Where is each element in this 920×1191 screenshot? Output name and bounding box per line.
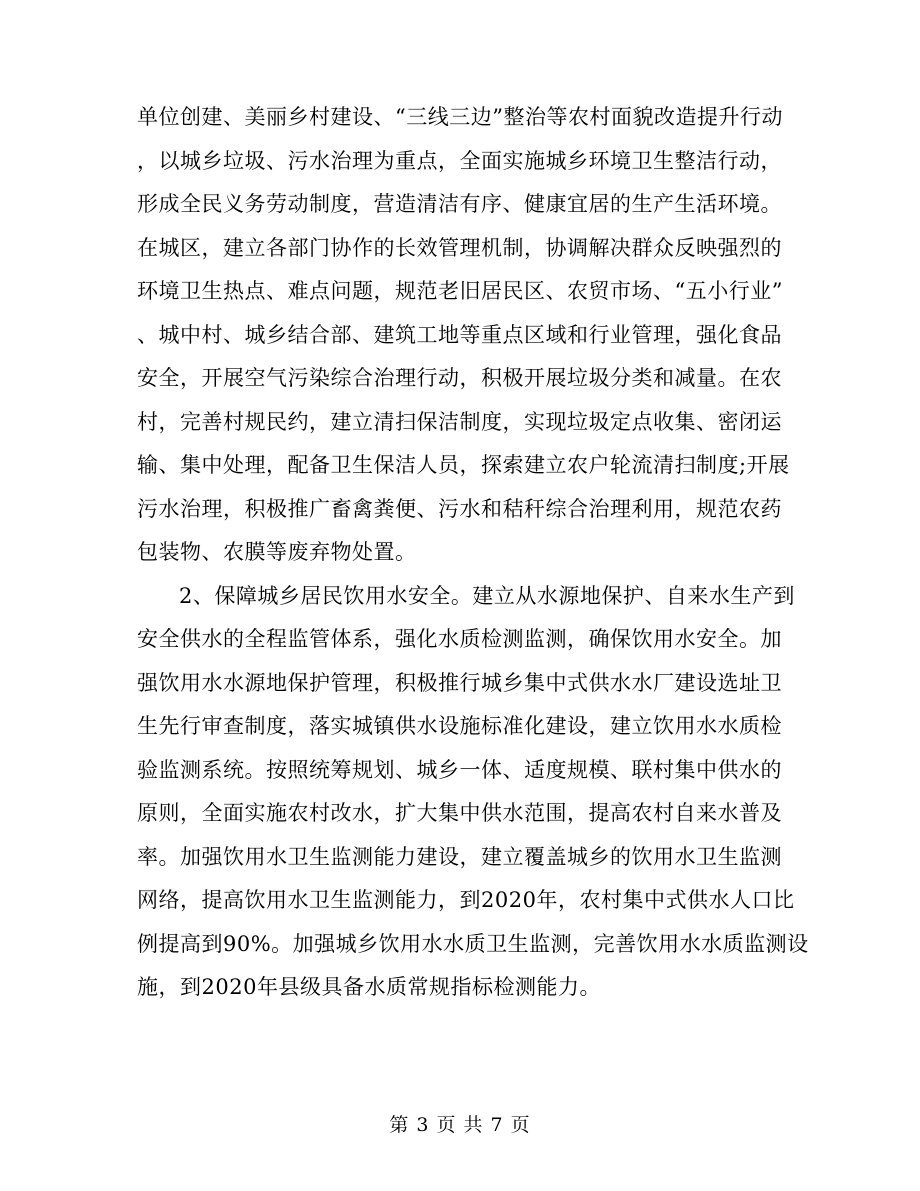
text-line: 在城区，建立各部门协作的长效管理机制，协调解决群众反映强烈的	[137, 235, 782, 260]
text-line: 安全供水的全程监管体系，强化水质检测监测，确保饮用水安全。加	[137, 627, 782, 651]
text-line: 强饮用水水源地保护管理，积极推行城乡集中式供水水厂建设选址卫	[137, 670, 782, 695]
text-line: 例提高到90%。加强城乡饮用水水质卫生监测，完善饮用水水质监测设	[137, 931, 809, 956]
text-line: 单位创建、美丽乡村建设、“三线三边”整治等农村面貌改造提升行动	[137, 105, 783, 129]
text-line: 村，完善村规民约，建立清扫保洁制度，实现垃圾定点收集、密闭运	[137, 409, 782, 434]
text-line: 2、保障城乡居民饮用水安全。建立从水源地保护、自来水生产到	[179, 583, 795, 608]
text-line: 环境卫生热点、难点问题，规范老旧居民区、农贸市场、“五小行业”	[137, 279, 783, 303]
page-number-footer: 第 3 页 共 7 页	[389, 1114, 531, 1136]
paragraph-1	[137, 96, 790, 575]
text-line: 率。加强饮用水卫生监测能力建设，建立覆盖城乡的饮用水卫生监测	[137, 844, 782, 869]
text-line: 污水治理，积极推广畜禽粪便、污水和秸秆综合治理利用，规范农药	[137, 496, 782, 521]
text-line: 网络，提高饮用水卫生监测能力，到2020年，农村集中式供水人口比	[137, 888, 795, 912]
paragraph-2	[137, 575, 809, 1010]
body-text	[137, 96, 809, 1010]
text-line: 施，到2020年县级具备水质常规指标检测能力。	[137, 975, 601, 999]
text-line: 、城中村、城乡结合部、建筑工地等重点区域和行业管理，强化食品	[137, 322, 782, 347]
text-line: 包装物、农膜等废弃物处置。	[137, 540, 417, 564]
text-line: 安全，开展空气污染综合治理行动，积极开展垃圾分类和减量。在农	[137, 366, 782, 390]
text-line: 验监测系统。按照统筹规划、城乡一体、适度规模、联村集中供水的	[137, 757, 782, 782]
text-line: ，以城乡垃圾、污水治理为重点，全面实施城乡环境卫生整洁行动，	[137, 148, 782, 173]
text-line: 输、集中处理，配备卫生保洁人员，探索建立农户轮流清扫制度;开展	[137, 453, 790, 477]
text-line: 原则，全面实施农村改水，扩大集中供水范围，提高农村自来水普及	[137, 801, 782, 825]
text-line: 生先行审查制度，落实城镇供水设施标准化建设，建立饮用水水质检	[137, 714, 782, 738]
text-line: 形成全民义务劳动制度，营造清洁有序、健康宜居的生产生活环境。	[137, 192, 782, 216]
